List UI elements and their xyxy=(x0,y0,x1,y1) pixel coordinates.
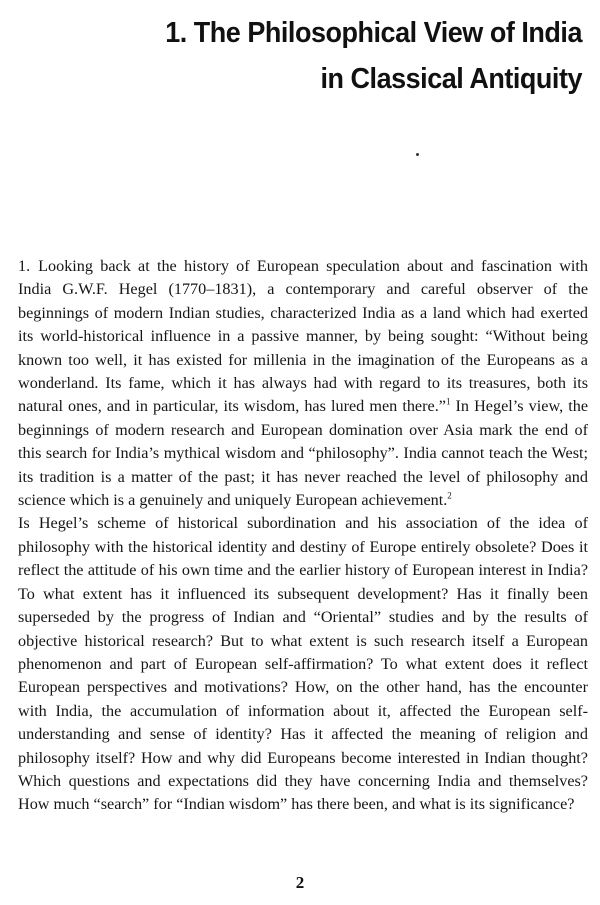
paragraph-1-text-b: In Hegel’s view, the beginnings of modern research and European domination over Asia mark the end of this search for India’s mythical wisdom and “philosophy”. India cannot teach the West; its tradition is a matter of the past; it has never reached the level of philosophy and science which is a genuinely and uniquely European achievement. xyxy=(18,397,589,510)
paragraph-1 xyxy=(18,255,588,512)
footnote-ref-2: 2 xyxy=(447,490,452,501)
page-number: 2 xyxy=(295,873,305,892)
paragraph-number: 1. xyxy=(18,257,31,275)
print-speck xyxy=(416,153,419,156)
body-text xyxy=(18,255,588,817)
paragraph-2: Is Hegel’s scheme of historical subordination and his association of the idea of philosophy with the historical identity and destiny of Europe entirely obsolete? Does it reflect the attitude of his own time and the earlier history of European interest in India? To what extent has it influenced its subsequent development? Has it finally been superseded by the progress of Indian and “Oriental” studies and by the results of objective historical research? But to what extent is such research itself a European phenomenon and part of European self-affirmation? To what extent does it reflect European perspectives and motivations? How, on the other hand, has the encounter with India, the accumulation of information about it, affected the European self-understanding and sense of identity? Has it affected the meaning of religion and philosophy itself? How and why did Europeans become interested in Indian thought? Which questions and expectations did they have concerning India and themselves? How much “search” for “Indian wisdom” has there been, and what is its significance? xyxy=(18,514,588,814)
footnote-ref-1: 1 xyxy=(445,397,451,408)
chapter-title-line-1: 1. The Philosophical View of India xyxy=(165,17,582,49)
paragraph-1-text-a: Looking back at the history of European speculation about and fascination with India G.W.F. Hegel (1770–1831), a contemporary and careful observer of the beginnings of modern Indian studies, characterized India as a land which had exerted its world-historical influence in a passive manner, by being sought: “Without being known too well, it has existed for millenia in the imagination of the Europeans as a wonderland. Its fame, which it has always had with regard to its treasures, both its natural ones, and in particular, its wisdom, has lured men there.” xyxy=(18,257,588,416)
chapter-title xyxy=(78,10,582,102)
chapter-title-line-2: in Classical Antiquity xyxy=(320,63,582,95)
